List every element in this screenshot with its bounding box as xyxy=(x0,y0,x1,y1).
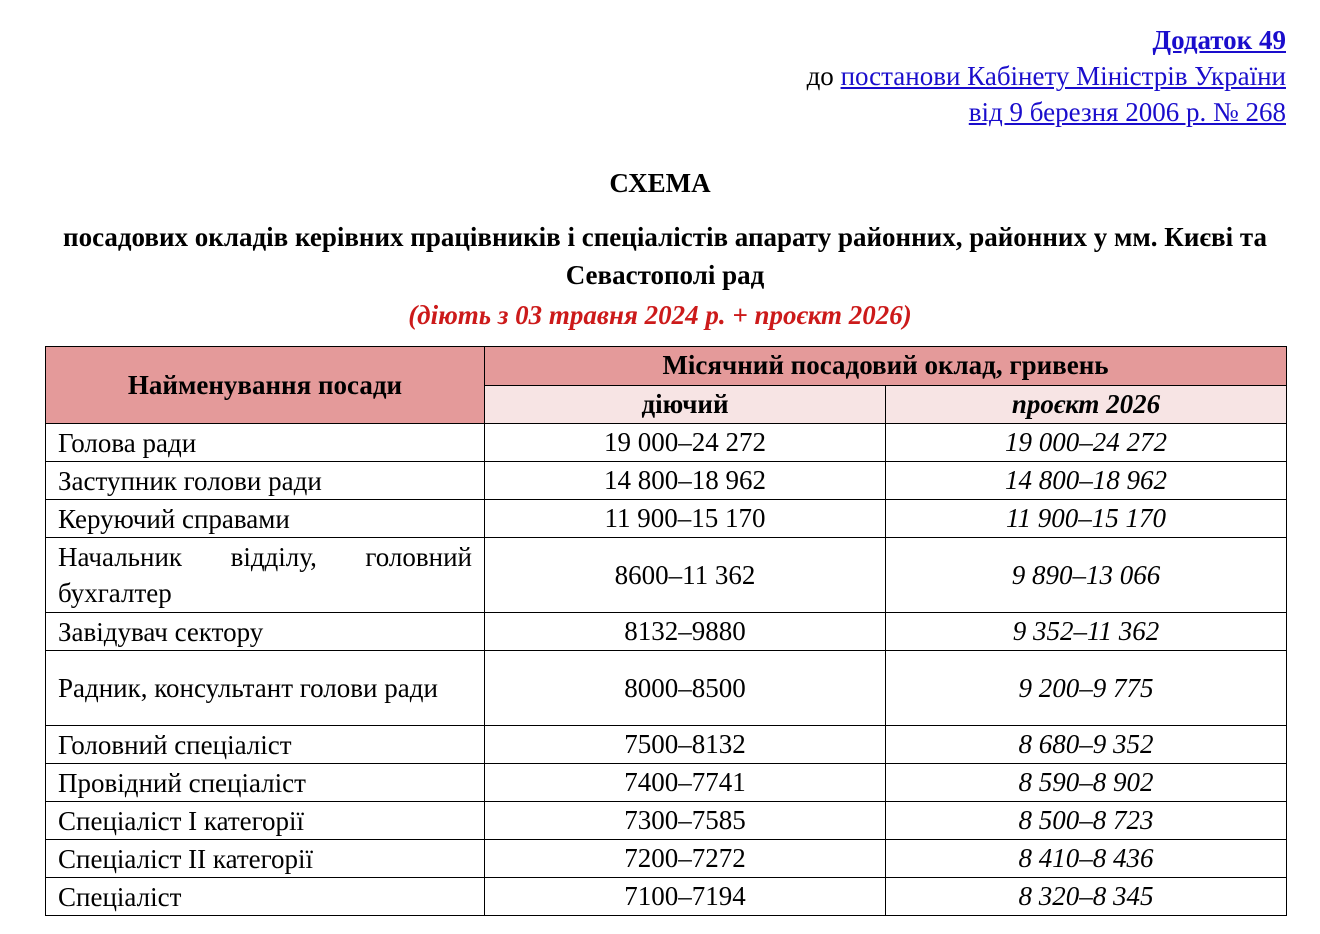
document-subtitle: посадових окладів керівних працівників і спеціалістів апарату районних, районних у мм. Києві та Севастополі рад xyxy=(63,222,1267,290)
row-project: 8 500–8 723 xyxy=(886,802,1287,840)
row-position: Спеціаліст I категорії xyxy=(46,802,485,840)
header-project: проєкт 2026 xyxy=(886,385,1287,424)
row-project: 11 900–15 170 xyxy=(886,500,1287,538)
row-current: 7500–8132 xyxy=(485,726,886,764)
resolution-date-link[interactable]: від 9 березня 2006 р. № 268 xyxy=(968,97,1286,127)
table-row xyxy=(46,538,1287,613)
row-position: Голова ради xyxy=(46,424,485,462)
row-current: 11 900–15 170 xyxy=(485,500,886,538)
row-project: 14 800–18 962 xyxy=(886,462,1287,500)
row-project: 19 000–24 272 xyxy=(886,424,1287,462)
row-position: Спеціаліст II категорії xyxy=(46,840,485,878)
row-position: Головний спеціаліст xyxy=(46,726,485,764)
table-row xyxy=(46,613,1287,651)
row-project: 8 680–9 352 xyxy=(886,726,1287,764)
row-project: 8 410–8 436 xyxy=(886,840,1287,878)
annex-reference xyxy=(807,22,1286,130)
row-project: 8 320–8 345 xyxy=(886,878,1287,916)
header-position: Найменування посади xyxy=(46,347,485,424)
row-position: Спеціаліст xyxy=(46,878,485,916)
validity-note: (діють з 03 травня 2024 р. + проєкт 2026) xyxy=(408,300,912,330)
table-row xyxy=(46,651,1287,726)
row-project: 9 352–11 362 xyxy=(886,613,1287,651)
table-row xyxy=(46,726,1287,764)
row-project: 8 590–8 902 xyxy=(886,764,1287,802)
salary-scheme-table xyxy=(45,346,1287,916)
annex-prefix: до xyxy=(806,61,841,91)
row-current: 7200–7272 xyxy=(485,840,886,878)
row-position: Керуючий справами xyxy=(46,500,485,538)
row-current: 8000–8500 xyxy=(485,651,886,726)
table-row xyxy=(46,424,1287,462)
row-current: 19 000–24 272 xyxy=(485,424,886,462)
table-row xyxy=(46,764,1287,802)
row-current: 7300–7585 xyxy=(485,802,886,840)
annex-title-link[interactable]: Додаток 49 xyxy=(1152,25,1286,55)
row-project: 9 890–13 066 xyxy=(886,538,1287,613)
table-row xyxy=(46,878,1287,916)
table-row xyxy=(46,500,1287,538)
header-salary: Місячний посадовий оклад, гривень xyxy=(485,347,1287,386)
row-position: Заступник голови ради xyxy=(46,462,485,500)
row-current: 7400–7741 xyxy=(485,764,886,802)
row-position: Радник, консультант голови ради xyxy=(46,651,485,726)
table-row xyxy=(46,802,1287,840)
row-current: 8132–9880 xyxy=(485,613,886,651)
row-position: Завідувач сектору xyxy=(46,613,485,651)
row-project: 9 200–9 775 xyxy=(886,651,1287,726)
resolution-link[interactable]: постанови Кабінету Міністрів України xyxy=(840,61,1286,91)
row-position: Начальник відділу, головний бухгалтер xyxy=(46,538,485,613)
row-current: 8600–11 362 xyxy=(485,538,886,613)
table-row xyxy=(46,840,1287,878)
document-title: СХЕМА xyxy=(609,168,711,198)
row-current: 14 800–18 962 xyxy=(485,462,886,500)
row-current: 7100–7194 xyxy=(485,878,886,916)
header-current: діючий xyxy=(485,385,886,424)
row-position: Провідний спеціаліст xyxy=(46,764,485,802)
table-row xyxy=(46,462,1287,500)
